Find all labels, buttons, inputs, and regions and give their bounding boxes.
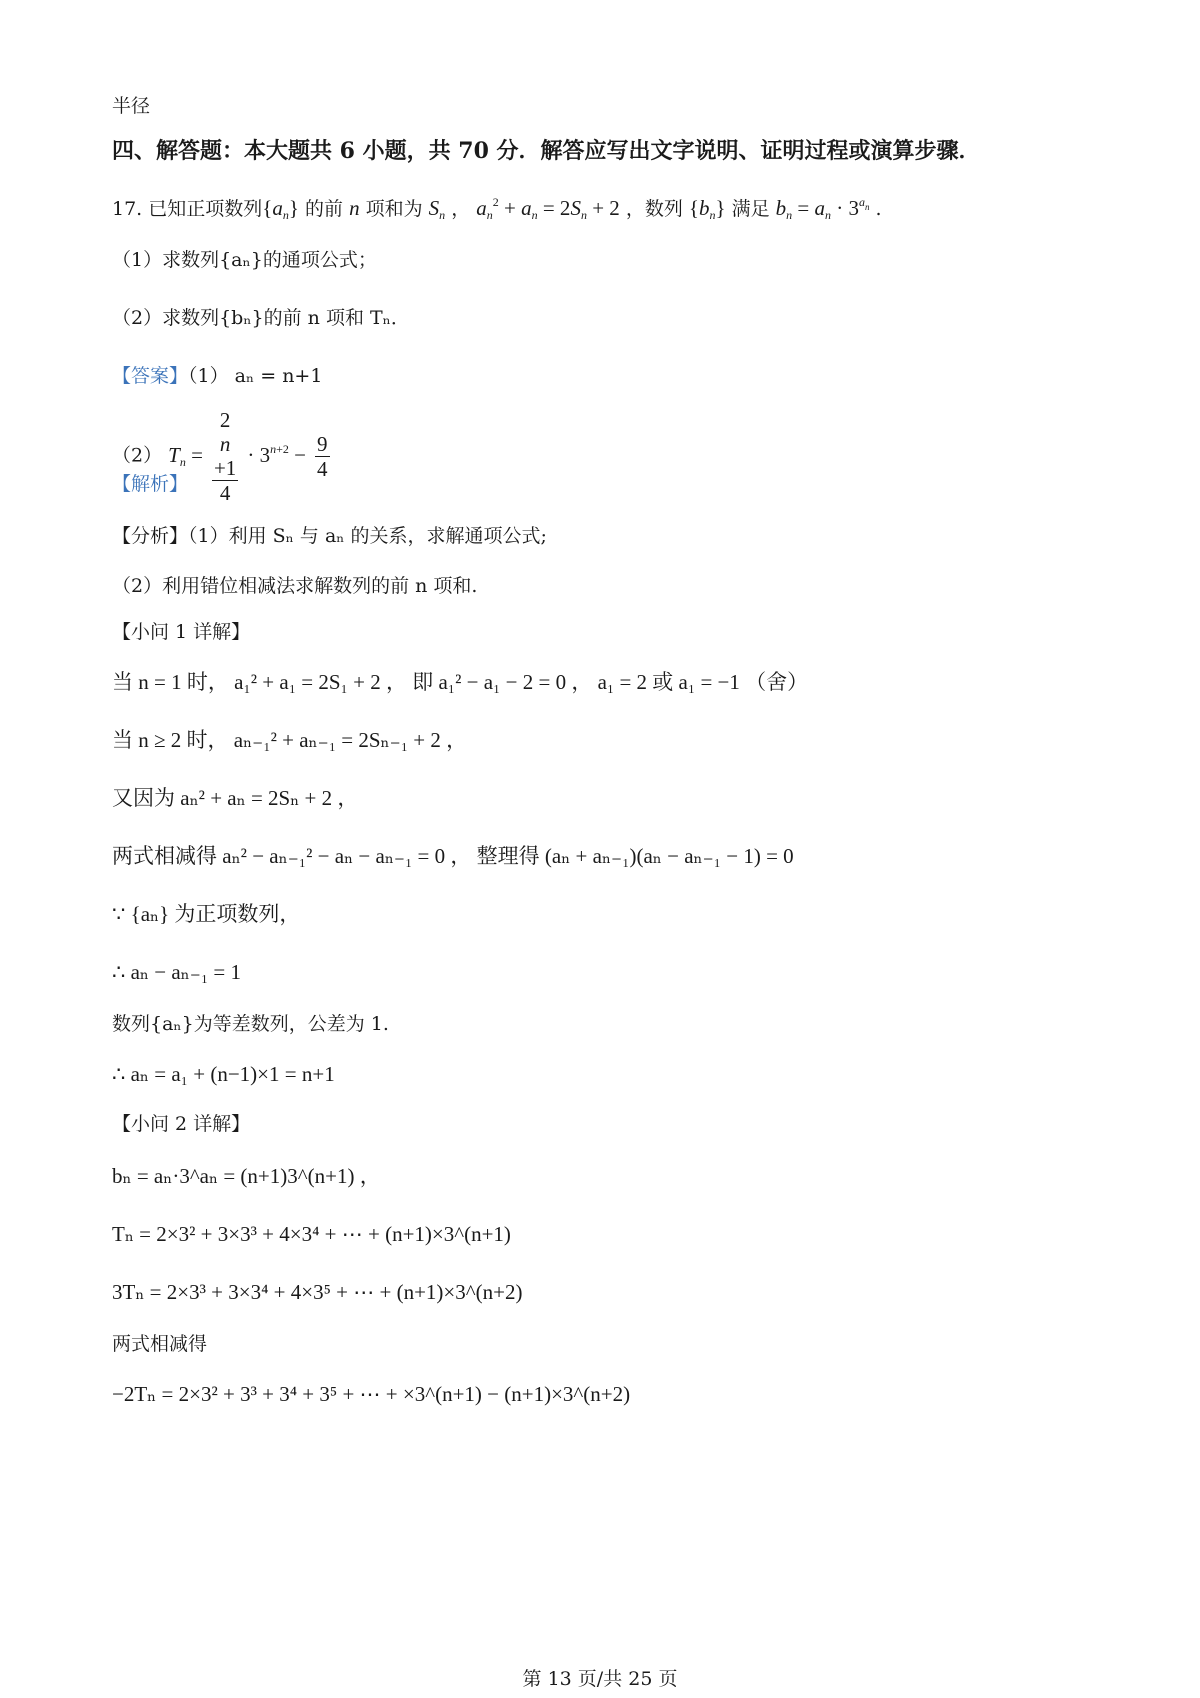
- answer-2-prefix: （2）: [112, 444, 163, 467]
- fenxi-1: 【分析】（1）利用 Sₙ 与 aₙ 的关系，求解通项公式;: [112, 525, 547, 547]
- part1-question: （1）求数列{aₙ}的通项公式；: [112, 249, 377, 271]
- step-3tn: 3Tₙ = 2×3³ + 3×3⁴ + 4×3⁵ + ⋯ + (n+1)×3^(n+2): [112, 1280, 523, 1304]
- problem-statement: 17. 已知正项数列$\{a_n\}$ 的前 n 项和为 $S_n$ ， $a_n^2 + a_n = 2S_n + 2$ ，数列 $\{b_n\}$ 满足 $b_n = a_n \cdot 3^{a_n}$ .: [112, 195, 882, 222]
- step-therefore-2: ∴ aₙ = a₁ + (n−1)×1 = n+1: [112, 1062, 335, 1086]
- step-tn: Tₙ = 2×3² + 3×3³ + 4×3⁴ + ⋯ + (n+1)×3^(n+1): [112, 1222, 511, 1246]
- answer-line-2: （2） $T_n$ = 2 n +1 4 · $3^{n+2}$ − $\frac{9}{4}$: [112, 408, 328, 505]
- step-bn: bₙ = aₙ·3^aₙ = (n+1)3^(n+1) ，: [112, 1164, 381, 1188]
- step-because: ∵ {aₙ} 为正项数列，: [112, 902, 301, 926]
- analysis-tag: 【解析】: [112, 473, 189, 495]
- problem-intro: 已知正项数列: [148, 198, 263, 220]
- section-heading: 四、解答题：本大题共 6 小题，共 70 分．解答应写出文字说明、证明过程或演算步骤．: [112, 138, 981, 164]
- answer-tag: 【答案】: [112, 365, 189, 387]
- answer-1: （1） aₙ = n+1: [188, 365, 323, 387]
- step-subtract: 两式相减得 aₙ² − aₙ₋₁² − aₙ − aₙ₋₁ = 0 ， 整理得 (aₙ + aₙ₋₁)(aₙ − aₙ₋₁ − 1) = 0: [112, 844, 794, 868]
- step-again: 又因为 aₙ² + aₙ = 2Sₙ + 2 ，: [112, 786, 359, 810]
- step-n1: 当 n = 1 时， a₁² + a₁ = 2S₁ + 2 ， 即 a₁² − a₁ − 2 = 0 ， a₁ = 2 或 a₁ = −1 （舍）: [112, 670, 809, 694]
- step-arith: 数列{aₙ}为等差数列，公差为 1.: [112, 1013, 389, 1035]
- step-n2: 当 n ≥ 2 时， aₙ₋₁² + aₙ₋₁ = 2Sₙ₋₁ + 2 ，: [112, 728, 468, 752]
- fenxi-tag: 【分析】: [112, 525, 189, 547]
- sub1-heading: 【小问 1 详解】: [112, 621, 251, 643]
- sub2-heading: 【小问 2 详解】: [112, 1113, 251, 1135]
- top-text: 半径: [112, 95, 151, 117]
- fenxi-2: （2）利用错位相减法求解数列的前 n 项和.: [112, 575, 478, 597]
- page-footer: 第 13 页/共 25 页: [522, 1668, 678, 1690]
- answer-line-1: [112, 362, 322, 390]
- step-therefore-1: ∴ aₙ − aₙ₋₁ = 1: [112, 960, 242, 984]
- problem-number: 17.: [112, 198, 143, 220]
- step-subtract-2: 两式相减得: [112, 1333, 208, 1355]
- part2-question: （2）求数列{bₙ}的前 n 项和 Tₙ．: [112, 307, 410, 329]
- step-neg2tn: −2Tₙ = 2×3² + 3³ + 3⁴ + 3⁵ + ⋯ + ×3^(n+1) − (n+1)×3^(n+2): [112, 1382, 631, 1406]
